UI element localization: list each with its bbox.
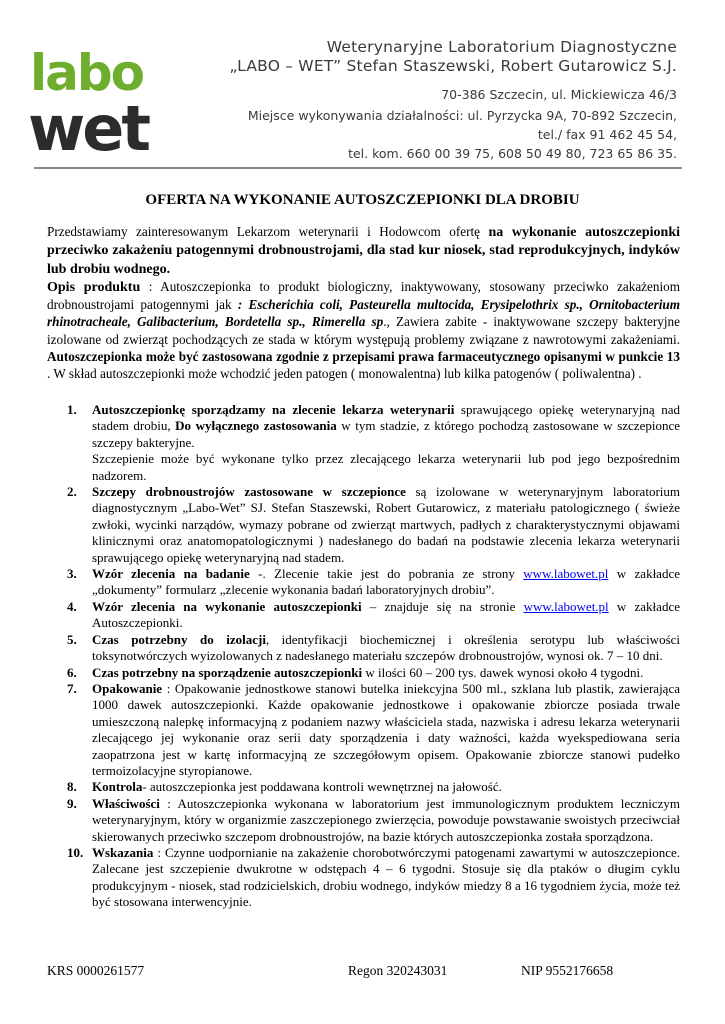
pathogen-list: : Escherichia coli, Pasteurella multocida, Erysipelothrix sp., Ornitobacterium rhinotracheale, Galibacterium, Bordetella sp., Rimerella sp: [47, 297, 680, 330]
intro-text: Przedstawiamy zainteresowanym Lekarzom weterynarii i Hodowcom ofertę: [47, 224, 489, 239]
intro-section: [47, 223, 680, 383]
header-mobile-phones: tel. kom. 660 00 39 75, 608 50 49 80, 723 65 86 35.: [348, 146, 677, 161]
labowet-link[interactable]: www.labowet.pl: [523, 598, 609, 614]
list-item: 8. Kontrola- autoszczepionka jest poddawana kontroli wewnętrznej na jałowość.: [67, 779, 502, 795]
header-work-location: Miejsce wykonywania działalności: ul. Pyrzycka 9A, 70-892 Szczecin,: [247, 108, 677, 123]
list-item: 3. Wzór zlecenia na badanie -. Zlecenie takie jest do pobrania ze strony www.labowet.pl w zakładce „dokumenty” formularz „zlecenie wykonania badań laboratoryjnych drobiu”.: [67, 566, 680, 598]
header-divider: [34, 167, 682, 169]
list-item: 7. Opakowanie : Opakowanie jednostkowe stanowi butelka iniekcyjna 500 ml., szklana lub plastik, zawierająca 1000 dawek autoszczepionki. Każde opakowanie jednostkowe i opakowanie zbiorcze posiada trwale umieszczoną nalepkę informacyjną z podaniem nazwy właściciela stada, nazwiska i adresu lekarza weterynarii zlecającego jej wykonanie oraz serii daty sporządzenia i daty ważności, każda wyekspediowana seria zaopatrzona jest w kartę informacyjną ze szczegółowym opisem. Opakowanie zbiorcze stanowi pudełko termoizolacyjne styropianowe.: [67, 680, 680, 778]
list-item: 2. Szczepy drobnoustrojów zastosowane w szczepionce są izolowane w weterynaryjnym laboratorium diagnostycznym „Labo-Wet” SJ. Stefan Staszewski, Robert Gutarowicz, z materiału patologicznego ( świeże zwłoki, wycinki narządów, wymazy pobrane od zwierząt martwych, padłych z charakterystycznymi objawami klinicznymi oraz anatomopatologicznymi ) nadesłanego do badań na podstawie zlecenia lekarza weterynarii sprawującego opiekę weterynaryjną nad stadem.: [67, 484, 680, 565]
footer-krs: KRS 0000261577: [47, 963, 145, 978]
header-address: 70-386 Szczecin, ul. Mickiewicza 46/3: [441, 87, 677, 102]
page-title: OFERTA NA WYKONANIE AUTOSZCZEPIONKI DLA DROBIU: [145, 192, 580, 208]
header-phone-fax: tel./ fax 91 462 45 54,: [537, 127, 677, 142]
intro-paragraph: [47, 223, 680, 278]
logo-text-wet: wet: [28, 92, 148, 158]
legal-note-bold: Autoszczepionka może być zastosowana zgodnie z przepisami prawa farmaceutycznego opisanymi w punkcie 13: [47, 349, 680, 365]
product-description: Opis produktu : Autoszczepionka to produkt biologiczny, inaktywowany, stosowany przeciwko zakażeniom drobnoustrojami patogennymi jak : Escherichia coli, Pasteurella multocida, Erysipelothrix sp., Ornitobacterium rhinotracheale, Galibacterium, Bordetella sp., Rimerella sp., Zawiera zabite - inaktywowane szczepy bakteryjne izolowane od zwierząt pochodzących ze stada w którym występują problemy związane z nawrotowymi zakażeniami. Autoszczepionka może być zastosowana zgodnie z przepisami prawa farmaceutycznego opisanymi w punkcie 13 . W skład autoszczepionki może wchodzić jeden patogen ( monowalentna) lub kilka patogenów ( poliwalentna) .: [47, 278, 681, 382]
list-item: 9. Właściwości : Autoszczepionka wykonana w laboratorium jest immunologicznym produktem leczniczym weterynaryjnym, który w organizmie zaszczepionego zwierzęcia, powoduje powstawanie swoistych przeciwciał skierowanych przeciwko szczepom drobnoustrojów, na bazie których autoszczepionka została sporządzona.: [67, 795, 680, 844]
header-lab-name: Weterynaryjne Laboratorium Diagnostyczne: [326, 38, 677, 56]
intro-offer-bold: na wykonanie autoszczepionki przeciwko zakażeniu patogennymi drobnoustrojami, dla stad kur niosek, stad reprodukcyjnych, indyków lub drobiu wodnego.: [47, 225, 680, 277]
list-item: 10. Wskazania : Czynne uodpornianie na zakażenie chorobotwórczymi patogenami zawartymi w autoszczepionce. Zalecane jest szczepienie dwukrotne w odstępach 4 – 6 tygodni. Stosuje się dla ptaków o długim cyklu produkcyjnym - niosek, stad rodzicielskich, drobiu wodnego, indyków miedzy 8 a 16 tygodniem życia, może też być stosowana interwencyjnie.: [67, 844, 680, 910]
labowet-link[interactable]: www.labowet.pl: [523, 566, 609, 582]
list-item: 5. Czas potrzebny do izolacji, identyfikacji biochemicznej i określenia serotypu lub właściwości toksynotwórczych wyizolowanych z nadesłanego materiału szczepów drobnoustrojów, wynosi ok. 7 – 10 dni.: [67, 631, 681, 664]
footer-nip: NIP 9552176658: [521, 963, 614, 978]
product-description-label: Opis produktu: [47, 279, 141, 295]
header-company-name: „LABO – WET” Stefan Staszewski, Robert Gutarowicz S.J.: [229, 57, 677, 75]
list-item: 6. Czas potrzebny na sporządzenie autoszczepionki w ilości 60 – 200 tys. dawek wynosi około 4 tygodni.: [67, 664, 644, 680]
footer-regon: Regon 320243031: [348, 963, 448, 978]
offer-terms-list: [67, 402, 681, 911]
logo-text-labo: labo: [30, 44, 144, 102]
labo-wet-logo: [28, 40, 163, 158]
list-item: 4. Wzór zlecenia na wykonanie autoszczepionki – znajduje się na stronie www.labowet.pl w zakładce Autoszczepionki.: [67, 598, 680, 631]
list-item: 1. Autoszczepionkę sporządzamy na zlecenie lekarza weterynarii sprawującego opiekę weterynaryjną nad stadem drobiu, Do wyłącznego zastosowania w tym stadzie, z którego pochodzą zastosowane w szczepionce szczepy bakteryjne. Szczepienie może być wykonane tylko przez zlecającego lekarza weterynarii lub pod jego bezpośrednim nadzorem.: [67, 402, 680, 483]
